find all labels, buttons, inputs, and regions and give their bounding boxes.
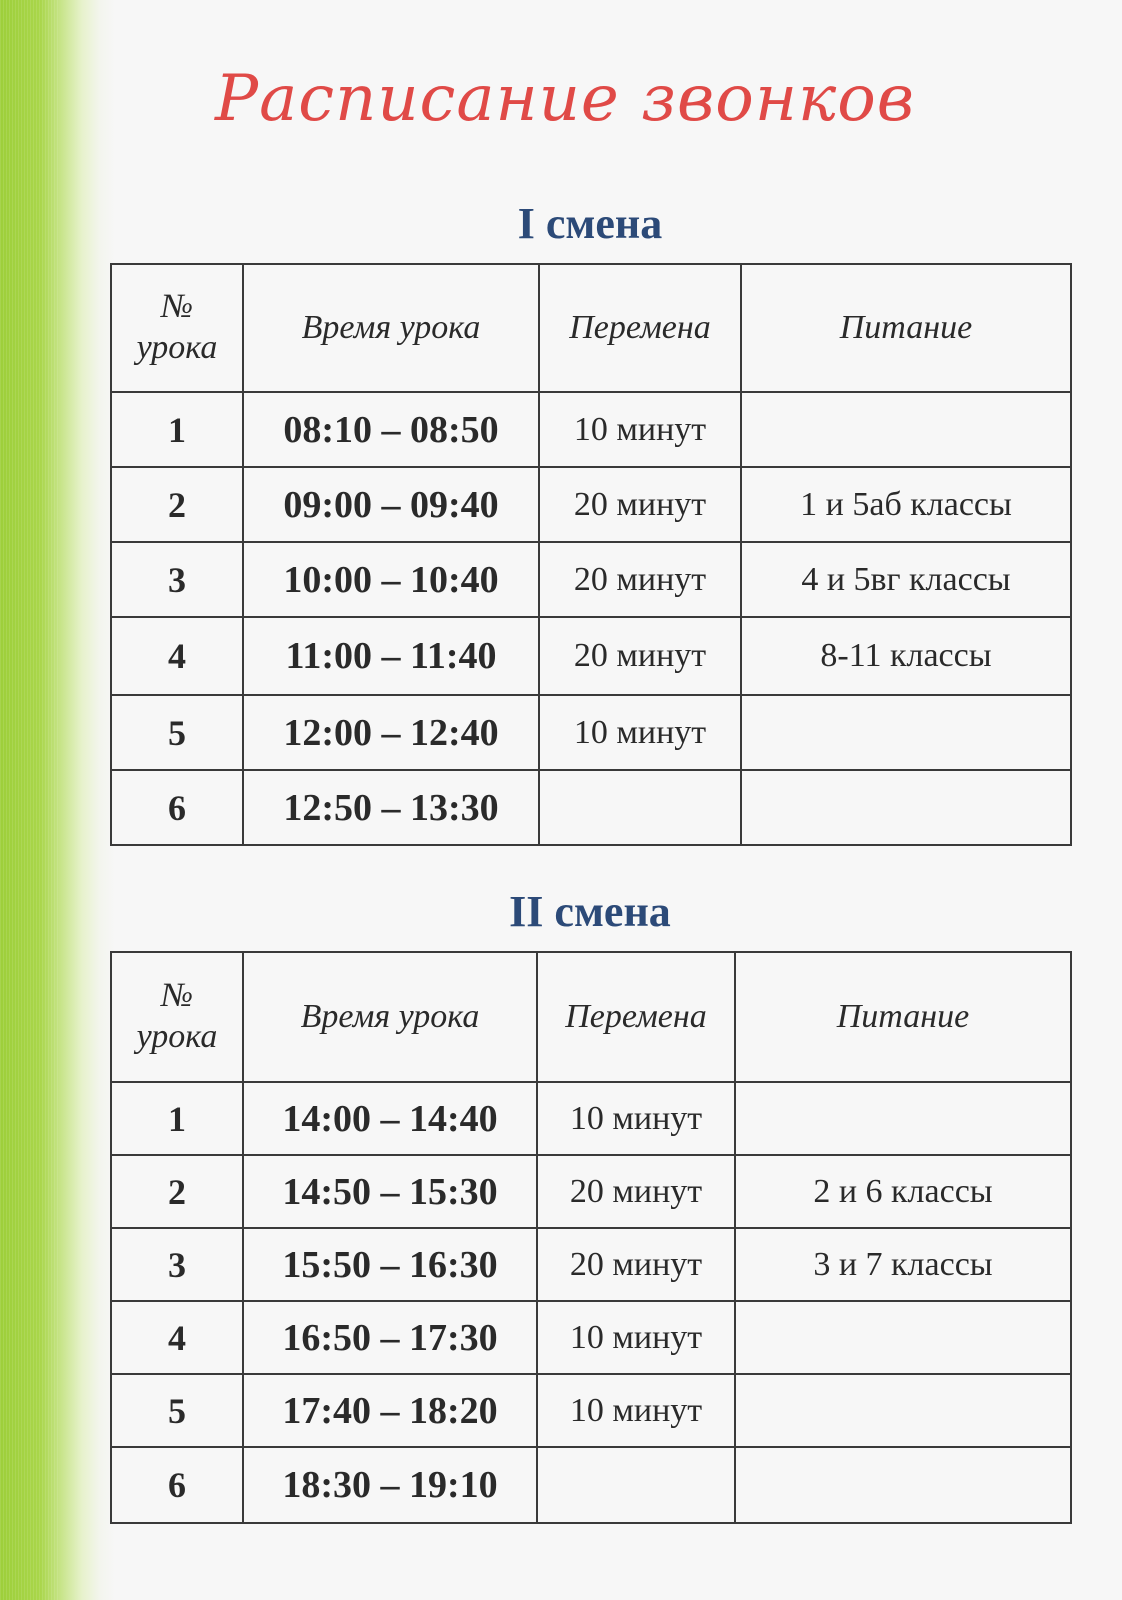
shift1-table: [110, 263, 1072, 846]
lesson-number: 3: [111, 1228, 243, 1301]
break-duration: 10 минут: [537, 1374, 735, 1447]
break-duration: [537, 1447, 735, 1523]
table-row: [111, 617, 1071, 695]
table-header-row: [111, 264, 1071, 392]
table-row: [111, 392, 1071, 467]
break-duration: 10 минут: [537, 1082, 735, 1155]
table-row: [111, 1301, 1071, 1374]
break-duration: [539, 770, 741, 845]
table-row: [111, 1155, 1071, 1228]
table-row: [111, 542, 1071, 617]
lesson-time: 16:50 – 17:30: [243, 1301, 537, 1374]
header-number-word: урока: [136, 1018, 218, 1055]
lesson-number: 1: [111, 392, 243, 467]
lesson-number: 1: [111, 1082, 243, 1155]
lesson-time: 12:50 – 13:30: [243, 770, 539, 845]
break-duration: 10 минут: [539, 695, 741, 770]
lesson-time: 14:00 – 14:40: [243, 1082, 537, 1155]
header-lesson-number: [111, 264, 243, 392]
table-header-row: [111, 952, 1071, 1082]
lesson-number: 2: [111, 467, 243, 542]
lesson-time: 09:00 – 09:40: [243, 467, 539, 542]
lesson-time: 10:00 – 10:40: [243, 542, 539, 617]
header-lesson-time: Время урока: [243, 264, 539, 392]
lesson-time: 18:30 – 19:10: [243, 1447, 537, 1523]
lesson-number: 2: [111, 1155, 243, 1228]
header-lesson-time: Время урока: [243, 952, 537, 1082]
shift1-title: I смена: [517, 199, 663, 248]
break-duration: 10 минут: [539, 392, 741, 467]
lesson-number: 6: [111, 1447, 243, 1523]
meal-classes: 4 и 5вг классы: [741, 542, 1071, 617]
break-duration: 20 минут: [539, 467, 741, 542]
break-duration: 20 минут: [539, 617, 741, 695]
header-lesson-number: [111, 952, 243, 1082]
header-meal: Питание: [741, 264, 1071, 392]
lesson-time: 12:00 – 12:40: [243, 695, 539, 770]
decorative-green-stripe: [0, 0, 115, 1600]
lesson-number: 5: [111, 1374, 243, 1447]
meal-classes: [735, 1082, 1071, 1155]
lesson-number: 4: [111, 617, 243, 695]
header-break: Перемена: [539, 264, 741, 392]
meal-classes: [735, 1301, 1071, 1374]
break-duration: 20 минут: [537, 1155, 735, 1228]
meal-classes: [741, 770, 1071, 845]
lesson-time: 14:50 – 15:30: [243, 1155, 537, 1228]
table-row: [111, 770, 1071, 845]
lesson-number: 3: [111, 542, 243, 617]
shift2-title: II смена: [509, 887, 671, 936]
meal-classes: 8-11 классы: [741, 617, 1071, 695]
page-title: Расписание звонков: [215, 62, 915, 136]
meal-classes: 2 и 6 классы: [735, 1155, 1071, 1228]
table-row: [111, 1228, 1071, 1301]
header-meal: Питание: [735, 952, 1071, 1082]
break-duration: 10 минут: [537, 1301, 735, 1374]
break-duration: 20 минут: [539, 542, 741, 617]
lesson-number: 4: [111, 1301, 243, 1374]
lesson-time: 17:40 – 18:20: [243, 1374, 537, 1447]
table-row: [111, 467, 1071, 542]
table-row: [111, 1447, 1071, 1523]
meal-classes: [735, 1447, 1071, 1523]
meal-classes: [741, 695, 1071, 770]
table-row: [111, 1374, 1071, 1447]
header-number-sign: №: [160, 977, 194, 1015]
lesson-time: 11:00 – 11:40: [243, 617, 539, 695]
lesson-number: 5: [111, 695, 243, 770]
table-row: [111, 695, 1071, 770]
lesson-time: 15:50 – 16:30: [243, 1228, 537, 1301]
lesson-time: 08:10 – 08:50: [243, 392, 539, 467]
lesson-number: 6: [111, 770, 243, 845]
meal-classes: [735, 1374, 1071, 1447]
meal-classes: 1 и 5аб классы: [741, 467, 1071, 542]
header-number-sign: №: [160, 288, 194, 326]
break-duration: 20 минут: [537, 1228, 735, 1301]
table-row: [111, 1082, 1071, 1155]
meal-classes: 3 и 7 классы: [735, 1228, 1071, 1301]
header-break: Перемена: [537, 952, 735, 1082]
header-number-word: урока: [136, 329, 218, 366]
meal-classes: [741, 392, 1071, 467]
shift2-table: [110, 951, 1072, 1524]
